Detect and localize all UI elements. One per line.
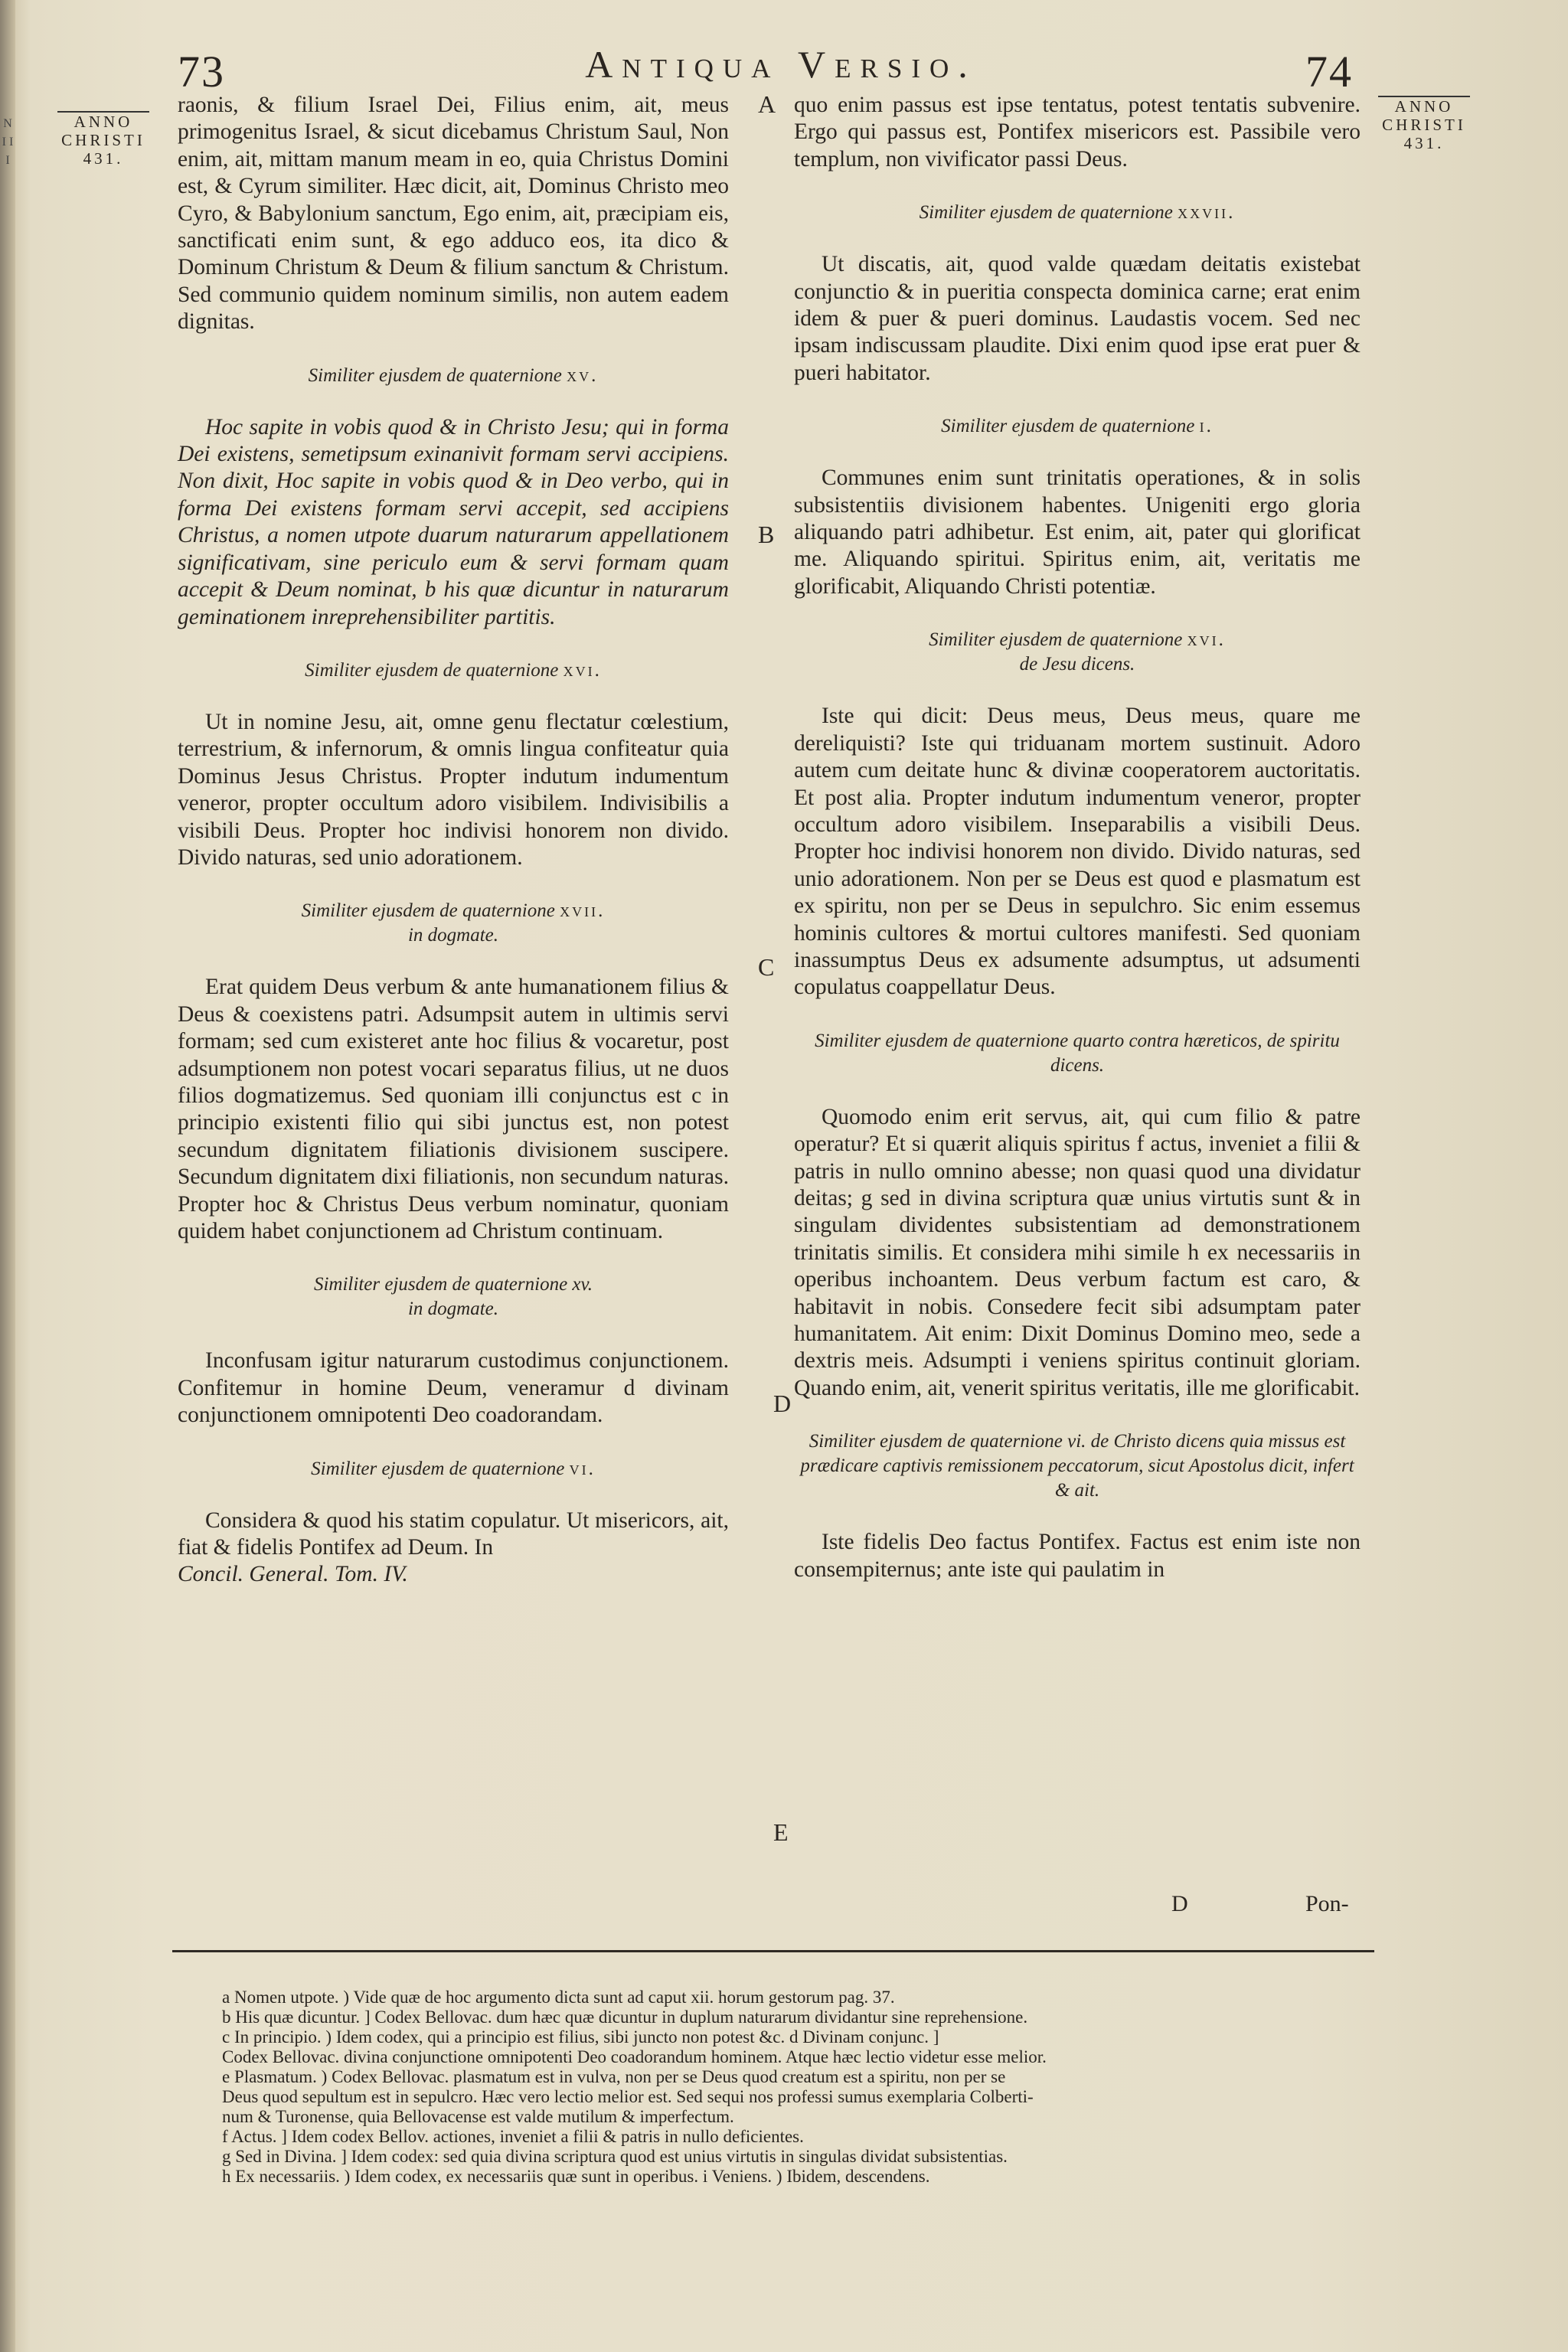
section-heading — [178, 1457, 729, 1481]
margin-year: 431. — [83, 149, 124, 168]
section-letter-e: E — [773, 1818, 789, 1846]
paragraph: Iste qui dicit: Deus meus, Deus meus, quare me dereliquisti? Iste qui triduanam mortem sustinuit. Adoro autem cum deitate hunc & divinæ cooperatorem auctoritatis. Et post alia. Propter indutum indumentum veneror, propter occultum adoro visibilem. Inseparabilis a visibili Deus. Propter hoc indivisi honorem non divido. Divido naturas, sed unio adorationem. Non per se Deus est quod e plasmatum est ex spiritu, non per se Deus in sepulchro. Sic enim essemus hominis cultores & mortui cultores manifesti. Sed quoniam inassumptus Deus ex adsumente adsumptus, ut adsumenti copulatus coappellatur Deus. — [794, 704, 1361, 1000]
paragraph: Ut in nomine Jesu, ait, omne genu flectatur cœlestium, terrestrium, & infernorum, & omnis lingua confiteatur quia Dominus Jesus Christus. Propter indutum indumentum veneror, propter occultum adoro visibilem. Indivisibilis a visibili Deus. Propter hoc indivisi honorem non divido. Divido naturas, sed unio adorationem. — [178, 709, 729, 870]
heading-text: Similiter ejusdem de quaternione xv. — [313, 1274, 593, 1295]
running-title: Antiqua Versio. — [585, 43, 977, 86]
heading-number: xvi. — [563, 659, 602, 681]
section-heading — [794, 201, 1361, 225]
heading-text: Similiter ejusdem de quaternione — [941, 416, 1195, 437]
footnote: c In principio. ) Idem codex, qui a principio est filius, sibi juncto non potest &c. d Divinam conjunc. ] — [222, 2027, 939, 2047]
heading-text: Similiter ejusdem de quaternione — [919, 202, 1173, 224]
section-letter-b: B — [758, 521, 775, 548]
heading-text: Similiter ejusdem de quaternione — [301, 900, 555, 922]
margin-anno: ANNO — [74, 113, 133, 131]
section-heading — [178, 364, 729, 388]
section-letter-c: C — [758, 953, 775, 981]
footnote: Codex Bellovac. divina conjunctione omnipotenti Deo coadorandum hominem. Atque hæc lectio videtur esse melior. — [222, 2047, 1047, 2066]
section-heading — [794, 414, 1361, 439]
section-letter-d: D — [773, 1390, 792, 1417]
heading-number: xvii. — [560, 900, 606, 922]
paragraph: Erat quidem Deus verbum & ante humanationem filius & Deus & coexistens patri. Adsumpsit autem in ultimis servi formam; sed cum existeret ante hoc filius & vocaretur, post adsumptionem non potest vocari separatus filius, ut ne duos filios dogmatizemus. Sed quoniam illi conjunctus est c in principio existenti filio qui sibi junctus est, non potest secundum dignitatem filiationis divisionem suscipere. Secundum dignitatem dixi filiationis, non secundum naturas. Propter hoc & Christus Deus verbum nominatur, quoniam quidem habet conjunctionem ad Christum continuam. — [178, 975, 729, 1243]
footnote: b His quæ dicuntur. ] Codex Bellovac. dum hæc quæ dicuntur in duplum naturarum dividantur sine reprehensione. — [222, 2007, 1028, 2027]
signature-mark: D — [1171, 1891, 1188, 1916]
binding-gutter — [0, 0, 15, 2352]
paragraph: Iste fidelis Deo factus Pontifex. Factus est enim iste non consempiternus; ante iste qui paulatim in — [794, 1530, 1361, 1582]
section-letter-a: A — [758, 90, 776, 118]
heading-text: Similiter ejusdem de quaternione — [305, 659, 559, 681]
margin-christi: CHRISTI — [1382, 116, 1466, 134]
heading-number: xv. — [567, 364, 599, 386]
footnote-divider — [172, 1950, 1374, 1952]
section-heading — [178, 1272, 729, 1321]
margin-year: 431. — [1403, 134, 1445, 152]
footnote: h Ex necessariis. ) Idem codex, ex necessariis quæ sunt in operibus. i Veniens. ) Ibidem, descendens. — [222, 2167, 930, 2186]
footnote: a Nomen utpote. ) Vide quæ de hoc argumento dicta sunt ad caput xii. horum gestorum pag. 37. — [222, 1988, 895, 2007]
heading-number: xxvii. — [1178, 202, 1236, 224]
margin-christi: CHRISTI — [61, 131, 145, 149]
section-heading — [178, 899, 729, 948]
footnote: g Sed in Divina. ] Idem codex: sed quia divina scriptura quod est unius virtutis in singulas dividat subsistentias. — [222, 2147, 1008, 2166]
signature-line: Concil. General. Tom. IV. — [178, 1562, 408, 1587]
heading-subtitle: de Jesu dicens. — [1019, 654, 1135, 675]
paragraph: Inconfusam igitur naturarum custodimus conjunctionem. Confitemur in homine Deum, veneramur d divinam conjunctionem omnipotenti Deo coadorandam. — [178, 1348, 729, 1428]
footnote: f Actus. ] Idem codex Bellov. actiones, inveniet a filii & patris in nullo deficientes. — [222, 2127, 804, 2146]
heading-text: Similiter ejusdem de quaternione — [308, 364, 562, 386]
margin-anno: ANNO — [1394, 97, 1454, 116]
left-column — [178, 92, 729, 1589]
heading-text: Similiter ejusdem de quaternione — [929, 629, 1183, 651]
section-heading — [794, 1429, 1361, 1503]
heading-subtitle: in dogmate. — [407, 925, 499, 946]
heading-text: Similiter ejusdem de quaternione — [311, 1458, 565, 1479]
paragraph: Considera & quod his statim copulatur. Ut misericors, ait, fiat & fidelis Pontifex ad Deum. In — [178, 1508, 729, 1560]
heading-number: xvi. — [1187, 629, 1226, 651]
section-heading — [794, 628, 1361, 677]
catchword: Pon- — [1305, 1891, 1349, 1916]
heading-subtitle: in dogmate. — [407, 1298, 499, 1320]
page-number-left: 73 — [178, 47, 225, 96]
section-heading — [178, 658, 729, 683]
footnote: num & Turonense, quia Bellovacense est valde mutilum & imperfectum. — [222, 2107, 734, 2126]
margin-note-left — [46, 111, 161, 168]
margin-note-right — [1370, 96, 1478, 152]
footnotes — [222, 1988, 1393, 2187]
footnote: Deus quod sepultum est in sepulcro. Hæc vero lectio melior est. Sed sequi nos professi sumus exemplaria Colberti- — [222, 2087, 1034, 2106]
paragraph: Hoc sapite in vobis quod & in Christo Jesu; qui in forma Dei existens, semetipsum exinanivit formam servi accipiens. Non dixit, Hoc sapite in vobis quod & in Deo verbo, qui in forma Dei existens formam servi accepit, sed accipiens Christus, a nomen utpote duarum naturarum appellationem significativam, sine periculo eum & servi formam quam accepit & Deum nominat, b his quæ dicuntur in naturarum geminationem inreprehensibiliter partitis. — [178, 414, 729, 629]
right-column — [794, 92, 1361, 1583]
page-number-right: 74 — [1305, 47, 1353, 96]
paragraph: raonis, & filium Israel Dei, Filius enim, ait, meus primogenitus Israel, & sicut dicebamus Christum Saul, Non enim, ait, mittam manum meam in eo, quia Christus Domini est, & Cyrum similiter. Hæc dicit, ait, Dominus Christo meo Cyro, & Babylonium sanctum, Ego enim, ait, præcipiam eis, sanctificati enim sunt, & ego adduco eos, ita dico & Dominum Christum & Deum & filium sanctum & Christum. Sed communio quidem nominum similis, non autem eadem dignitas. — [178, 93, 729, 335]
paragraph: Ut discatis, ait, quod valde quædam deitatis existebat conjunctio & in pueritia conspecta dominica carne; erat enim idem & puer & pueri dominus. Laudastis vocem. Sed nec ipsam indiscussam plaudite. Dixi enim quod ipse erat puer & pueri habitator. — [794, 252, 1361, 385]
paragraph: Communes enim sunt trinitatis operationes, & in solis subsistentiis divisionem habentes. Unigeniti ergo gloria aliquando patri adhibetur. Est enim, ait, pater qui glorificat me. Aliquando spiritui. Spiritus enim, ait, veritatis me glorificabit, Aliquando Christi potentiæ. — [794, 466, 1361, 599]
footnote: e Plasmatum. ) Codex Bellovac. plasmatum est in vulva, non per se Deus quod creatum est a spiritu, non per se — [222, 2067, 1006, 2086]
heading-text: Similiter ejusdem de quaternione quarto contra hæreticos, de spiritu dicens. — [815, 1030, 1340, 1076]
heading-text: Similiter ejusdem de quaternione vi. de Christo dicens quia missus est prædicare captivis remissionem peccatorum, sicut Apostolus dicit, infert & ait. — [800, 1431, 1354, 1501]
heading-number: vi. — [569, 1458, 596, 1479]
paragraph: Quomodo enim erit servus, ait, qui cum filio & patre operatur? Et si quærit aliquis spiritus f actus, inveniet a filii & patris in nullo omnino abesse; non quasi quod una dividatur deitas; g sed in divina scriptura quæ unius virtutis sunt & in singulam dividentes subsistentiam ad demonstrationem trinitatis similis. Et considera mihi simile h ex necessariis in operibus inchoantem. Deus verbum factum est caro, & habitavit in nobis. Consedere fecit sibi adsumptam pater humanitatem. Ait enim: Dixit Dominus Domino meo, sede a dextris meis. Adsumpti i veniens spiritus continuit gloriam. Quando enim, ait, venerit spiritus veritatis, ille me glorificabit. — [794, 1104, 1361, 1400]
gutter-text: N I I I — [2, 117, 14, 167]
section-heading — [794, 1029, 1361, 1078]
heading-number: i. — [1199, 416, 1214, 437]
paragraph: quo enim passus est ipse tentatus, potest tentatis subvenire. Ergo qui passus est, Pontifex misericors est. Passibile vero templum, non vivificator passi Deus. — [794, 93, 1361, 172]
